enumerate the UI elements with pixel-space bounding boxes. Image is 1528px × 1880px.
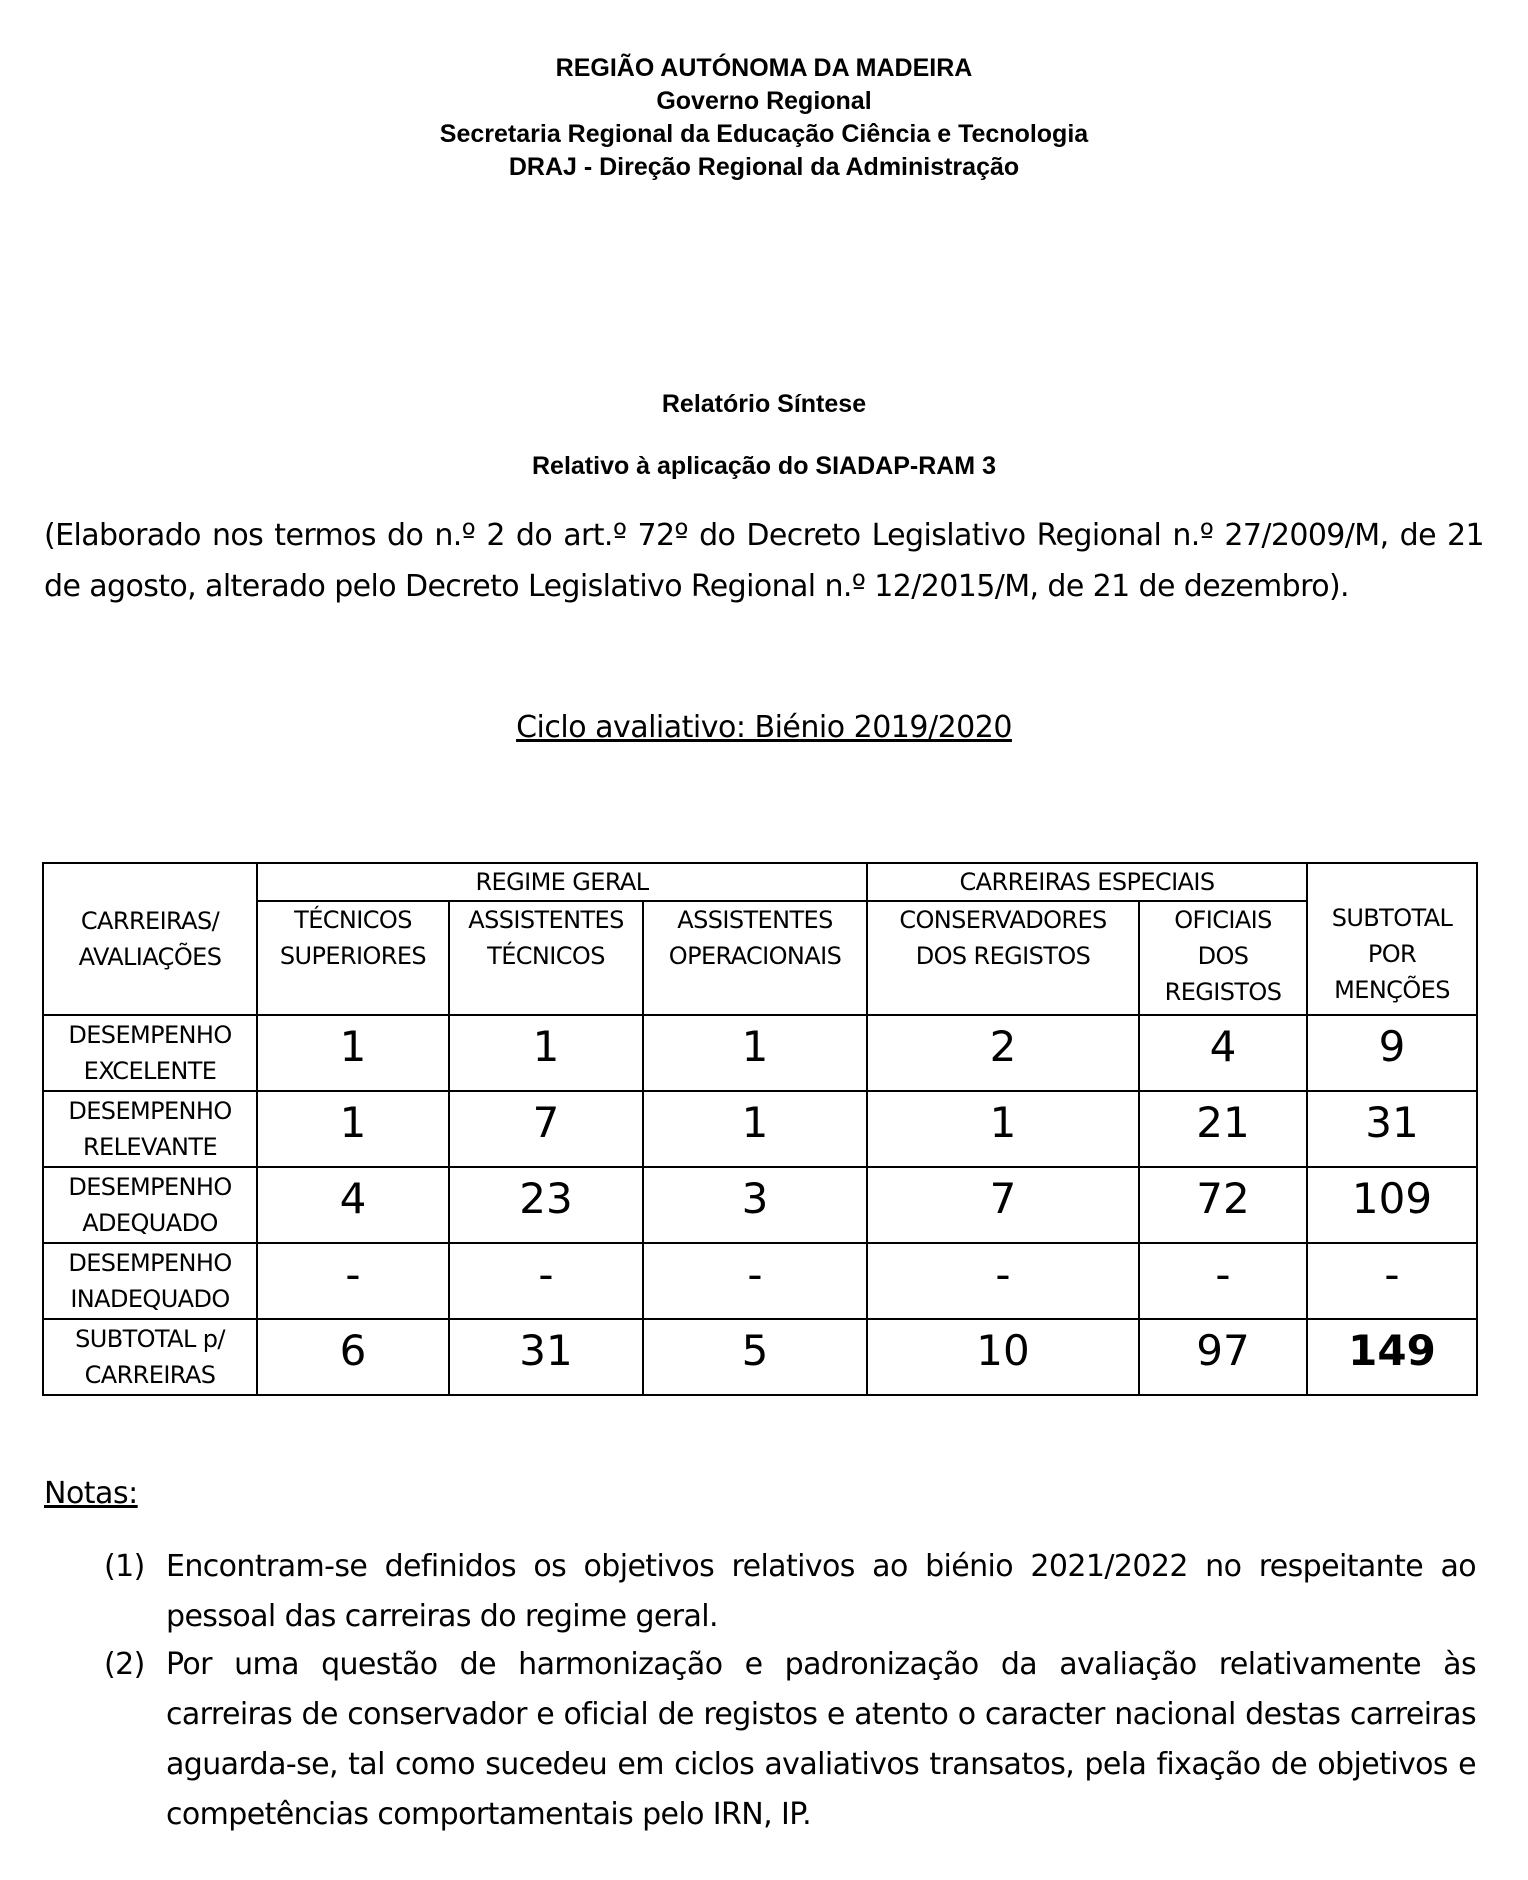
column-header-line: DOS bbox=[1197, 942, 1249, 970]
intro-paragraph: (Elaborado nos termos do n.º 2 do art.º 72º do Decreto Legislativo Regional n.º 27/2009/M, de 21 de agosto, alterado pelo Decreto Legislativo Regional n.º 12/2015/M, de 21 de dezembro). bbox=[44, 518, 1484, 604]
column-header-line: ASSISTENTES bbox=[468, 906, 624, 934]
note-number: (2) bbox=[104, 1647, 145, 1682]
value-cell: 1 bbox=[867, 1091, 1139, 1167]
row-label-line: SUBTOTAL p/ bbox=[75, 1325, 225, 1353]
subtotal-cell: - bbox=[1307, 1243, 1477, 1319]
subtotal-cell: 149 bbox=[1307, 1319, 1477, 1395]
table-row bbox=[43, 1091, 1477, 1167]
corner-header-line: CARREIRAS/ bbox=[80, 907, 220, 935]
column-header-line: SUPERIORES bbox=[279, 942, 427, 970]
table-body bbox=[43, 1015, 1477, 1395]
value-cell: 1 bbox=[257, 1015, 449, 1091]
column-header-line: TÉCNICOS bbox=[487, 942, 605, 970]
column-header-line: DOS REGISTOS bbox=[915, 942, 1091, 970]
subtotal-cell: 31 bbox=[1307, 1091, 1477, 1167]
column-header-assistentes-tecnicos bbox=[449, 901, 643, 1015]
value-cell: 1 bbox=[257, 1091, 449, 1167]
row-label-line: RELEVANTE bbox=[82, 1133, 218, 1161]
row-label bbox=[43, 1319, 257, 1395]
note-text: Por uma questão de harmonização e padronização da avaliação relativamente às carreiras de conservador e oficial de registos e atento o caracter nacional destas carreiras aguarda-se, tal como sucedeu em ciclos avaliativos transatos, pela fixação de objetivos e competências comportamentais pelo IRN, IP. bbox=[166, 1647, 1476, 1832]
column-header-line: OFICIAIS bbox=[1174, 906, 1272, 934]
header-directorate: DRAJ - Direção Regional da Administração bbox=[508, 153, 1020, 181]
header-secretariat: Secretaria Regional da Educação Ciência e Tecnologia bbox=[439, 120, 1089, 148]
subtotal-header-line: POR bbox=[1367, 940, 1417, 968]
report-title: Relatório Síntese bbox=[661, 390, 867, 418]
row-label-line: DESEMPENHO bbox=[68, 1097, 232, 1125]
row-label bbox=[43, 1091, 257, 1167]
table-row bbox=[43, 1319, 1477, 1395]
value-cell: 5 bbox=[643, 1319, 867, 1395]
column-header-tecnicos-superiores bbox=[257, 901, 449, 1015]
table-row bbox=[43, 1167, 1477, 1243]
note-item bbox=[104, 1640, 1476, 1840]
value-cell: - bbox=[449, 1243, 643, 1319]
value-cell: 21 bbox=[1139, 1091, 1307, 1167]
value-cell: 72 bbox=[1139, 1167, 1307, 1243]
value-cell: - bbox=[1139, 1243, 1307, 1319]
group-header-regime-geral: REGIME GERAL bbox=[257, 863, 867, 901]
column-header-line: ASSISTENTES bbox=[677, 906, 833, 934]
value-cell: 1 bbox=[449, 1015, 643, 1091]
value-cell: 31 bbox=[449, 1319, 643, 1395]
row-label-line: CARREIRAS bbox=[84, 1361, 216, 1389]
column-header-line: CONSERVADORES bbox=[899, 906, 1107, 934]
value-cell: 1 bbox=[643, 1091, 867, 1167]
row-label-line: INADEQUADO bbox=[70, 1285, 230, 1313]
row-label-line: EXCELENTE bbox=[83, 1057, 217, 1085]
column-header-assistentes-operacionais bbox=[643, 901, 867, 1015]
corner-header-line: AVALIAÇÕES bbox=[78, 943, 222, 971]
row-label-line: DESEMPENHO bbox=[68, 1173, 232, 1201]
value-cell: 1 bbox=[643, 1015, 867, 1091]
row-label bbox=[43, 1015, 257, 1091]
corner-header bbox=[43, 863, 257, 1015]
row-label-line: ADEQUADO bbox=[82, 1209, 218, 1237]
note-number: (1) bbox=[104, 1549, 145, 1584]
header-government: Governo Regional bbox=[656, 87, 872, 115]
column-header-line: TÉCNICOS bbox=[294, 906, 412, 934]
value-cell: 10 bbox=[867, 1319, 1139, 1395]
value-cell: 3 bbox=[643, 1167, 867, 1243]
note-item bbox=[104, 1542, 1476, 1642]
value-cell: - bbox=[257, 1243, 449, 1319]
evaluation-cycle-title: Ciclo avaliativo: Biénio 2019/2020 bbox=[516, 710, 1012, 745]
column-header-line: OPERACIONAIS bbox=[668, 942, 842, 970]
column-header-line: REGISTOS bbox=[1164, 978, 1282, 1006]
table-row bbox=[43, 1243, 1477, 1319]
value-cell: 7 bbox=[449, 1091, 643, 1167]
value-cell: 23 bbox=[449, 1167, 643, 1243]
report-subtitle: Relativo à aplicação do SIADAP-RAM 3 bbox=[531, 452, 996, 480]
value-cell: 7 bbox=[867, 1167, 1139, 1243]
value-cell: 4 bbox=[257, 1167, 449, 1243]
value-cell: 6 bbox=[257, 1319, 449, 1395]
row-label-line: DESEMPENHO bbox=[68, 1021, 232, 1049]
value-cell: 2 bbox=[867, 1015, 1139, 1091]
column-header-oficiais-registos bbox=[1139, 901, 1307, 1015]
subtotal-header-line: MENÇÕES bbox=[1334, 976, 1450, 1004]
row-label-line: DESEMPENHO bbox=[68, 1249, 232, 1277]
organization-header bbox=[0, 52, 1528, 184]
table-row bbox=[43, 1015, 1477, 1091]
subtotal-header bbox=[1307, 863, 1477, 1015]
column-header-conservadores-registos bbox=[867, 901, 1139, 1015]
group-header-carreiras-especiais: CARREIRAS ESPECIAIS bbox=[867, 863, 1307, 901]
evaluation-table bbox=[42, 862, 1478, 1396]
value-cell: 4 bbox=[1139, 1015, 1307, 1091]
header-region: REGIÃO AUTÓNOMA DA MADEIRA bbox=[555, 54, 973, 82]
subtotal-header-line: SUBTOTAL bbox=[1331, 904, 1453, 932]
subtotal-cell: 9 bbox=[1307, 1015, 1477, 1091]
subtotal-cell: 109 bbox=[1307, 1167, 1477, 1243]
value-cell: - bbox=[643, 1243, 867, 1319]
value-cell: - bbox=[867, 1243, 1139, 1319]
row-label bbox=[43, 1167, 257, 1243]
row-label bbox=[43, 1243, 257, 1319]
notes-title: Notas: bbox=[44, 1476, 138, 1511]
value-cell: 97 bbox=[1139, 1319, 1307, 1395]
note-text: Encontram-se definidos os objetivos relativos ao biénio 2021/2022 no respeitante ao pessoal das carreiras do regime geral. bbox=[166, 1549, 1476, 1634]
